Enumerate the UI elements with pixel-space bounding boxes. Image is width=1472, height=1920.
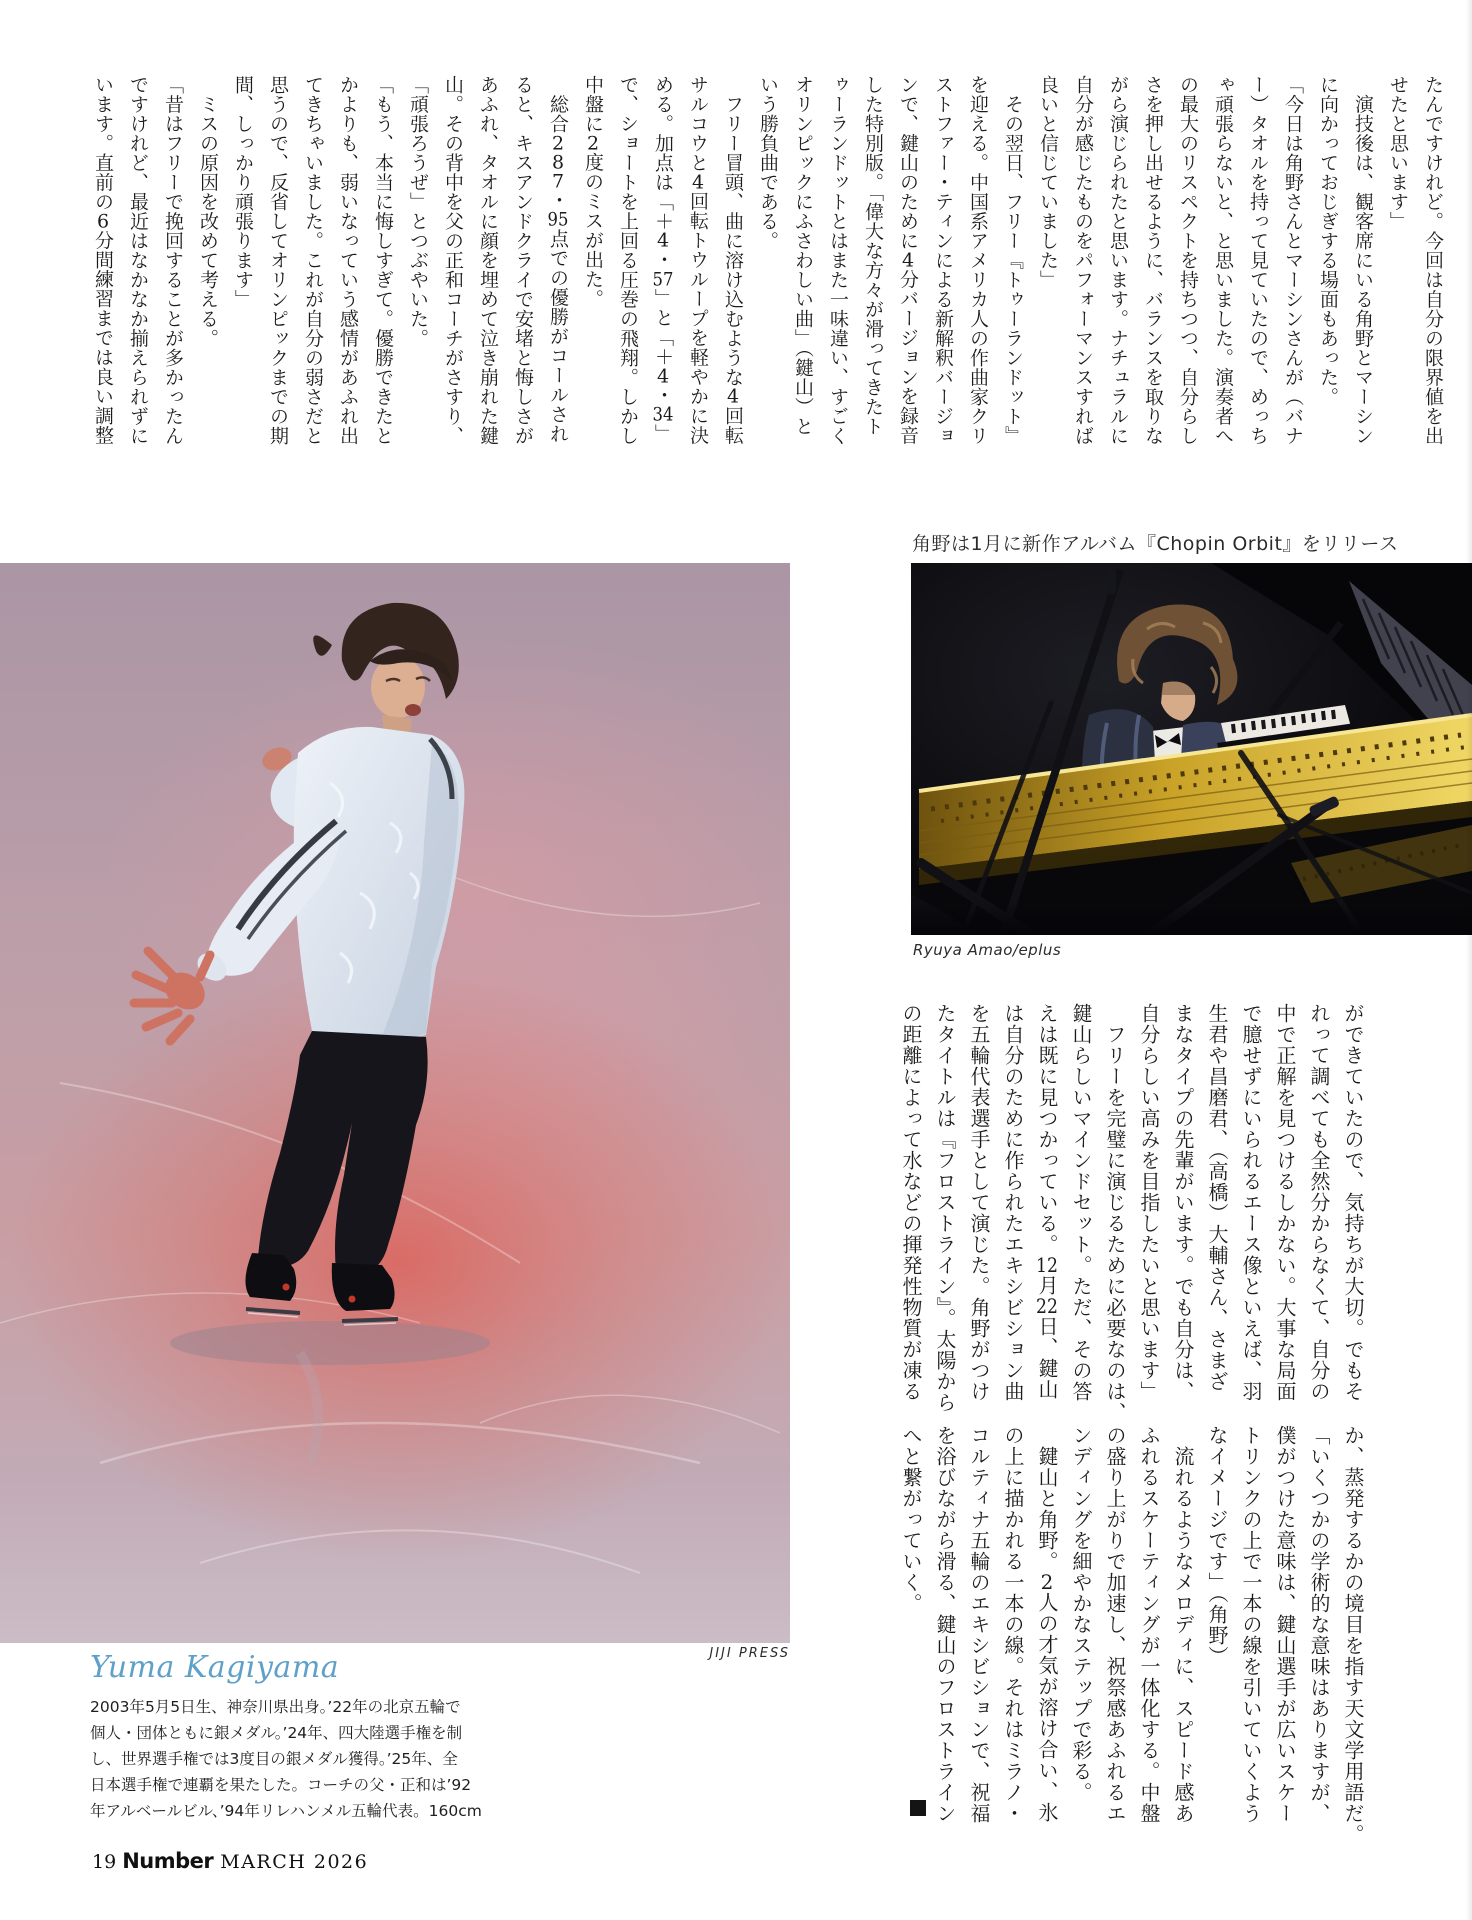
skater-photo — [0, 563, 790, 1643]
text-line: 自分が感じたものをパフォーマンスすれば — [1072, 75, 1094, 446]
text-line: その翌日、フリー『トゥーランドット』 — [1002, 75, 1024, 446]
text-line: さを押し出せるように、バランスを取りな — [1142, 75, 1164, 446]
text-line: フリーを完璧に演じるために必要なのは、 — [1103, 1003, 1127, 1423]
text-line: ゥーランドットとはまた一味違い、すごく — [827, 75, 849, 446]
text-line: せたと思います」 — [1387, 75, 1409, 231]
text-line: かよりも、弱いなっていう感情があふれ出 — [337, 75, 359, 446]
profile-box — [90, 1650, 490, 1824]
text-line: 僕がつけた意味は、鍵山選手が広いスケー — [1273, 1425, 1297, 1824]
text-line: 2003年5月5日生、神奈川県出身。’22年の北京五輪で — [90, 1698, 461, 1716]
text-line: 日本選手権で連覇を果たした。コーチの父・正和は’92 — [90, 1776, 472, 1794]
text-line: 良いと信じていました」 — [1037, 75, 1059, 290]
pianist-photo-illustration — [911, 563, 1472, 935]
text-line: えは既に見つかっている。12月22日、鍵山 — [1035, 1003, 1059, 1400]
text-line: てきちゃいました。これが自分の弱さだと — [302, 75, 324, 446]
skater-photo-illustration — [0, 563, 790, 1643]
text-line: ンで、鍵山のために4分バージョンを録音 — [897, 75, 919, 445]
text-line: サルコウと4回転トウループを軽やかに決 — [687, 75, 709, 445]
text-line: ですけれど、最近はなかなか揃えられずに — [127, 75, 149, 446]
text-line: を五輪代表選手として演じた。角野がつけ — [967, 1003, 991, 1402]
text-line: 年アルベールビル、’94年リレハンメル五輪代表。160cm — [90, 1802, 482, 1820]
text-line: 中で正解を見つけるしかない。大事な局面 — [1273, 1003, 1297, 1402]
text-line: を浴びながら滑る、鍵山のフロストライン — [933, 1425, 957, 1824]
text-line: 個人・団体ともに銀メダル。’24年、四大陸選手権を制 — [90, 1724, 463, 1742]
article-tail-text — [894, 1425, 1370, 1855]
page-edge-shade — [1466, 0, 1472, 1920]
text-line: ゃ頑張らないと、と思いました。演奏者へ — [1212, 75, 1234, 446]
pianist-photo-caption: 角野は1月に新作アルバム『Chopin Orbit』をリリース — [912, 533, 1399, 555]
text-line: 生君や昌磨君、（高橋）大輔さん、さまざ — [1205, 1003, 1229, 1392]
text-line: 「昔はフリーで挽回することが多かったん — [162, 75, 184, 446]
text-line: ストファー・ティンによる新解釈バージョ — [932, 75, 954, 446]
article-end-mark — [910, 1800, 926, 1816]
text-line: は自分のために作られたエキシビション曲 — [1001, 1003, 1025, 1402]
text-line: める。加点は「＋4・57」と「＋4・34」 — [652, 75, 674, 444]
text-line: に向かっておじぎする場面もあった。 — [1317, 75, 1339, 407]
text-line: ができていたので、気持ちが大切。でもそ — [1341, 1003, 1365, 1402]
profile-bio — [90, 1694, 490, 1824]
text-line: 演技後は、観客席にいる角野とマーシン — [1352, 75, 1374, 446]
text-line: あふれ、タオルに顔を埋めて泣き崩れた鍵 — [477, 75, 499, 446]
text-line: 山。その背中を父の正和コーチがさすり、 — [442, 75, 464, 446]
text-line: ー）タオルを持って見ていたので、めっち — [1247, 75, 1269, 446]
text-line: へと繋がっていく。 — [899, 1425, 923, 1614]
text-line: ると、キスアンドクライで安堵と悔しさが — [512, 75, 534, 446]
pianist-photo — [911, 563, 1472, 935]
page-footer — [92, 1849, 368, 1873]
article-lead-text — [85, 75, 1450, 467]
text-line: で臆せずにいられるエース像といえば、羽 — [1239, 1003, 1263, 1402]
text-line: たんですけれど。今回は自分の限界値を出 — [1422, 75, 1444, 446]
magazine-logo: Number — [122, 1849, 214, 1873]
skater-photo-credit: JIJI PRESS — [709, 1646, 790, 1661]
text-line: か、蒸発するかの境目を指す天文学用語だ。 — [1341, 1425, 1365, 1845]
text-line: 鍵山と角野。2人の才気が溶け合い、氷 — [1035, 1425, 1059, 1823]
text-line: 総合287・95点での優勝がコールされ — [547, 75, 569, 444]
text-line: たタイトルは『フロストライン』。太陽から — [933, 1003, 957, 1413]
text-line: まなタイプの先輩がいます。でも自分は、 — [1171, 1003, 1195, 1402]
text-line: し、世界選手権では3度目の銀メダル獲得。’25年、全 — [90, 1750, 458, 1768]
text-line: 「今日は角野さんとマーシンさんが（バナ — [1282, 75, 1304, 446]
text-line: れって調べても全然分からなくて、自分の — [1307, 1003, 1331, 1402]
text-line: います。直前の6分間練習までは良い調整 — [92, 75, 114, 445]
profile-name: Yuma Kagiyama — [90, 1650, 340, 1685]
text-line: 中盤に2度のミスが出た。 — [582, 75, 604, 309]
text-line: した特別版。「偉大な方々が滑ってきたト — [862, 75, 884, 436]
text-line: ンディングを細やかなステップで彩る。 — [1069, 1425, 1093, 1803]
text-line: 間、しっかり頑張ります」 — [232, 75, 254, 309]
text-line: を迎える。中国系アメリカ人の作曲家クリ — [967, 75, 989, 446]
text-line: 「いくつかの学術的な意味はありますが、 — [1307, 1425, 1331, 1824]
text-line: 思うので、反省してオリンピックまでの期 — [267, 75, 289, 446]
text-line: いう勝負曲である。 — [757, 75, 779, 251]
text-line: ふれるスケーティングが一体化する。中盤 — [1137, 1425, 1161, 1824]
text-line: コルティナ五輪のエキシビションで、祝福 — [967, 1425, 991, 1824]
text-line: 流れるようなメロディに、スピード感あ — [1171, 1425, 1195, 1824]
text-line: の最大のリスペクトを持ちつつ、自分らし — [1177, 75, 1199, 446]
article-mid-text — [894, 1003, 1370, 1423]
text-line: の上に描かれる一本の線。それはミラノ・ — [1001, 1425, 1025, 1824]
text-line: 鍵山らしいマインドセット。ただ、その答 — [1069, 1003, 1093, 1402]
text-line: で、ショートを上回る圧巻の飛翔。しかし — [617, 75, 639, 446]
text-line: の距離によって水などの揮発性物質が凍る — [899, 1003, 923, 1402]
text-line: なイメージです」（角野） — [1205, 1425, 1229, 1667]
text-line: 「もう、本当に悔しすぎて。優勝できたと — [372, 75, 394, 446]
text-line: ミスの原因を改めて考える。 — [197, 75, 219, 348]
page-number: 19 — [92, 1851, 117, 1873]
text-line: オリンピックにふさわしい曲」（鍵山）と — [792, 75, 814, 436]
text-line: 「頑張ろうぜ」とつぶやいた。 — [407, 75, 429, 348]
text-line: トリンクの上で一本の線を引いていくよう — [1239, 1425, 1263, 1824]
pianist-photo-credit: Ryuya Amao/eplus — [913, 941, 1062, 959]
text-line: フリー冒頭、曲に溶け込むような4回転 — [722, 75, 744, 445]
issue-date: MARCH 2026 — [220, 1851, 369, 1873]
text-line: がら演じられたと思います。ナチュラルに — [1107, 75, 1129, 446]
text-line: 自分らしい高みを目指したいと思います」 — [1137, 1003, 1161, 1402]
text-line: の盛り上がりで加速し、祝祭感あふれるエ — [1103, 1425, 1127, 1824]
